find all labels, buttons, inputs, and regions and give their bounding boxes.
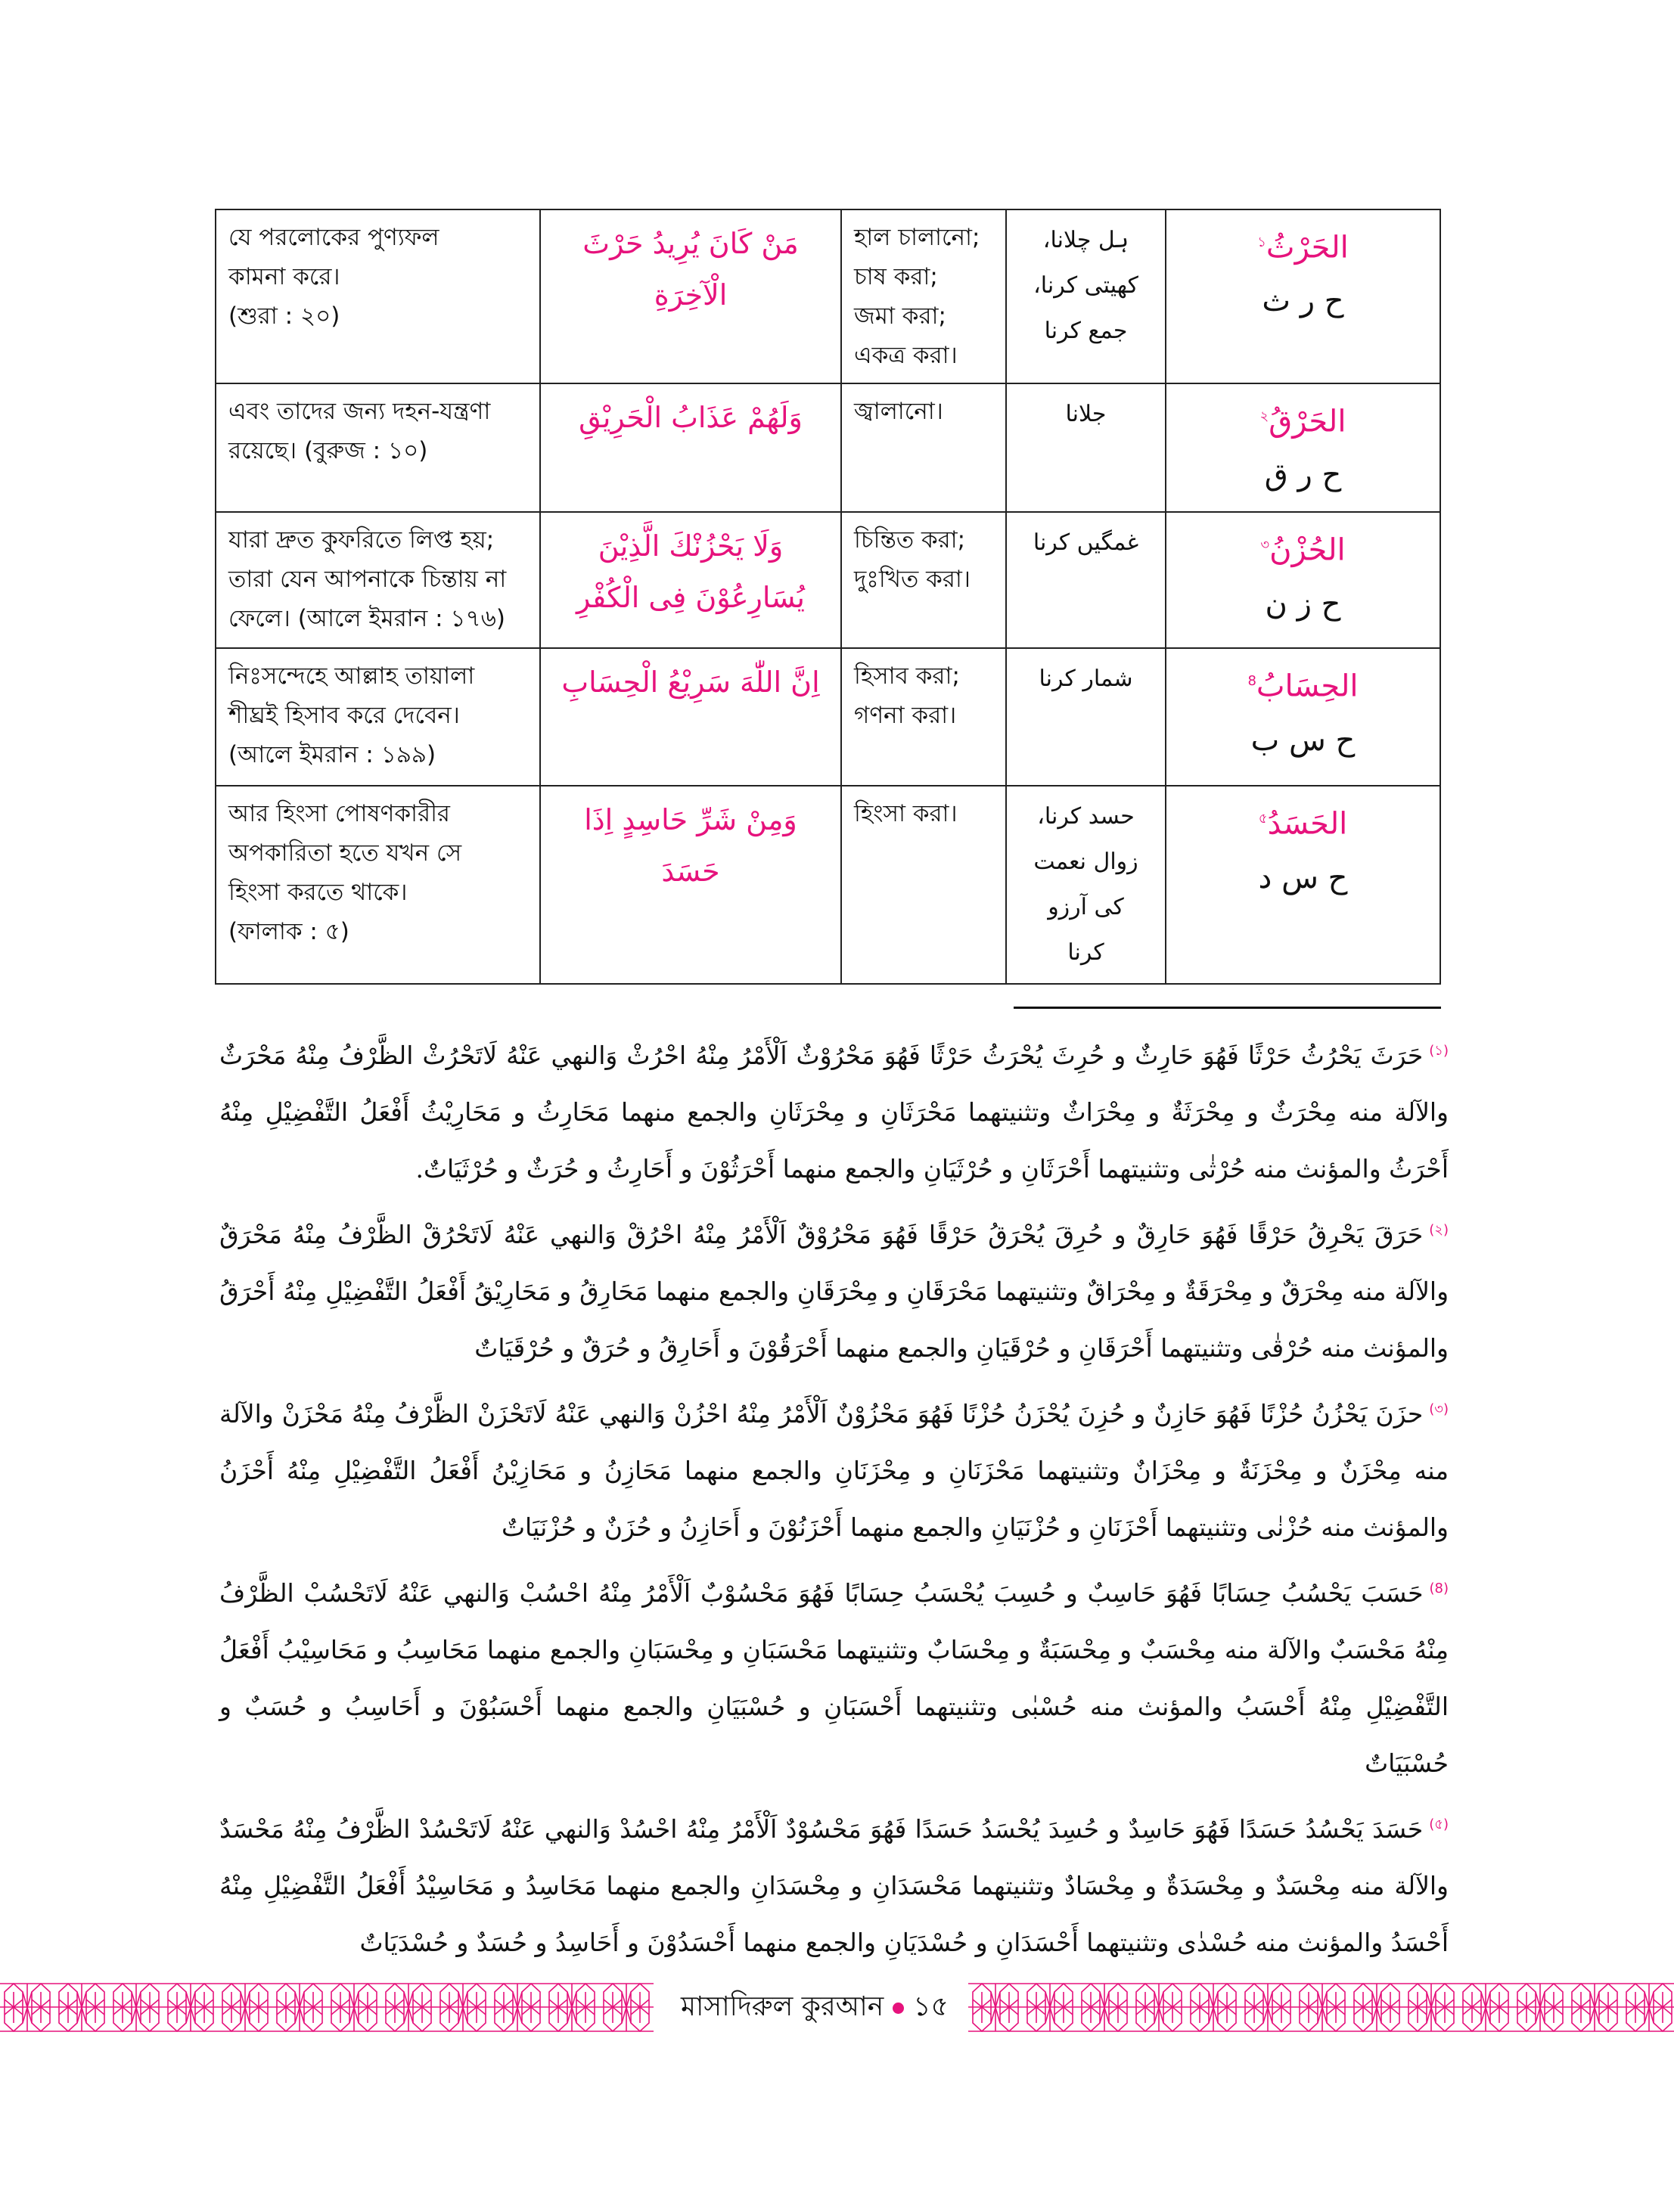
root-letters: ح س د xyxy=(1258,860,1348,895)
arabic-word xyxy=(1179,218,1427,272)
footnote xyxy=(219,1381,1449,1556)
footnote xyxy=(219,1022,1449,1197)
arabic-word-text: الحَرْقُ xyxy=(1269,404,1346,439)
quran-verse: وَلَهُمْ عَذَابُ الْحَرِيْقِ xyxy=(540,383,841,512)
arabic-word xyxy=(1179,656,1427,711)
arabic-word-text: الحَسَدُ xyxy=(1267,806,1348,842)
meaning-bn: হাল চালানো; চাষ করা; জমা করা; একত্র করা। xyxy=(841,209,1006,383)
page-number: ১৫ xyxy=(913,1991,949,2022)
geometric-pattern-band-left xyxy=(0,1983,654,2032)
meaning-ur-text: غمگیں کرنا xyxy=(1033,529,1139,557)
quran-verse: وَلَا يَحْزُنْكَ الَّذِيْنَ يُسَارِعُوْنَ فِى الْكُفْرِ xyxy=(540,512,841,648)
table-row xyxy=(216,209,1440,383)
quran-verse: اِنَّ اللّٰهَ سَرِيْعُ الْحِسَابِ xyxy=(540,648,841,786)
footnote-divider xyxy=(1014,1007,1441,1009)
table-row xyxy=(216,512,1440,648)
footnote-number: (৫) xyxy=(1429,1816,1449,1832)
footnote-number: (৩) xyxy=(1429,1401,1449,1417)
bullet-dot-icon xyxy=(893,2003,904,2014)
geometric-pattern-band-right xyxy=(968,1983,1674,2032)
meaning-ur-text: جلانا xyxy=(1065,401,1107,427)
table-row xyxy=(216,648,1440,786)
footnote-text: حَسَبَ يَحْسُبُ حِسَابًا فَهُوَ حَاسِبٌ و حُسِبَ يُحْسَبُ حِسَابًا فَهُوَ مَحْسُوْبٌ اَلْأَمْرُ مِنْهُ احْسُبْ وَالنهي عَنْهُ لَاتَحْسُبْ الظَّرْفُ مِنْهُ مَحْسَبٌ والآلة منه مِحْسَبٌ و مِحْسَبَةٌ و مِحْسَابٌ وتثنيتهما مَحْسَبَانِ و مِحْسَبَانِ والجمع منهما مَحَاسِبُ و مَحَاسِيْبُ أَفْعَلُ التَّفْضِيْلِ مِنْهُ أَحْسَبُ والمؤنث منه حُسْبٰى وتثنيتهما أَحْسَبَانِ و حُسْبَيَانِ والجمع منهما أَحْسَبُوْنَ و أَحَاسِبُ و حُسَبٌ و حُسْبَيَاتٌ xyxy=(219,1578,1449,1778)
arabic-word-text: الحِسَابُ xyxy=(1256,669,1359,704)
example-translation-bn: এবং তাদের জন্য দহন-যন্ত্রণা রয়েছে। (বুরুজ : ১০) xyxy=(216,383,540,512)
quran-verse: وَمِنْ شَرِّ حَاسِدٍ اِذَا حَسَدَ xyxy=(540,786,841,984)
arabic-word-text: الحُزْنُ xyxy=(1269,532,1346,568)
footnotes-section xyxy=(219,1022,1449,1975)
running-footer xyxy=(681,1986,949,2028)
table-row xyxy=(216,786,1440,984)
meaning-bn: হিংসা করা। xyxy=(841,786,1006,984)
meaning-bn: জ্বালানো। xyxy=(841,383,1006,512)
root-letters: ح س ب xyxy=(1250,722,1356,758)
footnote-ref[interactable]: ২ xyxy=(1259,408,1269,424)
root-letters: ح ز ن xyxy=(1265,586,1341,622)
meaning-ur xyxy=(1006,383,1166,512)
lattice-pattern-icon xyxy=(968,1983,1674,2032)
word-cell xyxy=(1166,209,1440,383)
footnote xyxy=(219,1796,1449,1971)
page-footer xyxy=(0,1983,1674,2032)
footnote-ref[interactable]: 8 xyxy=(1247,673,1256,690)
footnote-ref[interactable]: ১ xyxy=(1257,234,1266,250)
word-cell xyxy=(1166,512,1440,648)
meaning-ur-text: حسد کرنا، زوال نعمت کی آرزو کرنا xyxy=(1033,803,1138,966)
arabic-word xyxy=(1179,794,1427,849)
meaning-bn: চিন্তিত করা; দুঃখিত করা। xyxy=(841,512,1006,648)
arabic-word-text: الحَرْثُ xyxy=(1266,230,1349,265)
vocabulary-table xyxy=(215,209,1441,985)
meaning-bn: হিসাব করা; গণনা করা। xyxy=(841,648,1006,786)
root-letters: ح ر ق xyxy=(1264,458,1342,493)
footnote-number: (8) xyxy=(1429,1581,1449,1596)
meaning-ur xyxy=(1006,648,1166,786)
meaning-ur-text: شمار کرنا xyxy=(1039,665,1133,693)
arabic-word xyxy=(1179,520,1427,575)
book-title: মাসাদিরুল কুরআন xyxy=(681,1991,884,2022)
example-translation-bn: নিঃসন্দেহে আল্লাহ তায়ালা শীঘ্রই হিসাব করে দেবেন। (আলে ইমরান : ১৯৯) xyxy=(216,648,540,786)
footnote-number: (২) xyxy=(1429,1222,1449,1238)
root-letters: ح ر ث xyxy=(1262,284,1344,319)
lattice-pattern-icon xyxy=(0,1983,654,2032)
footnote-ref[interactable]: ৫ xyxy=(1258,811,1268,827)
word-cell xyxy=(1166,786,1440,984)
example-translation-bn: যে পরলোকের পুণ্যফল কামনা করে। (শুরা : ২০) xyxy=(216,209,540,383)
arabic-word xyxy=(1179,392,1427,446)
footnote-ref[interactable]: ৩ xyxy=(1260,537,1270,554)
word-cell xyxy=(1166,383,1440,512)
table-row xyxy=(216,383,1440,512)
footnote-text: حزَنَ يَحْزُنُ حُزْنًا فَهُوَ حَازِنٌ و حُزِنَ يُحْزَنُ حُزْنًا فَهُوَ مَحْزُوْنٌ اَلْأَمْرُ مِنْهُ احْزُنْ وَالنهي عَنْهُ لَاتَحْزَنْ الظَّرْفُ مِنْهُ مَحْزَنْ والآلة منه مِحْزَنٌ و مِحْزَنَةٌ و مِحْزَانٌ وتثنيتهما مَحْزَنَانِ و مِحْزَنَانِ والجمع منهما مَحَازِنُ و مَحَازِيْنُ أَفْعَلُ التَّفْضِيْلِ مِنْهُ أَحْزَنُ والمؤنث منه حُزْنٰى وتثنيتهما أَحْزَنَانِ و حُزْنَيَانِ والجمع منهما أَحْزَنُوْنَ و أَحَازِنُ و حُزَنٌ و حُزْنَيَاتٌ xyxy=(219,1399,1449,1542)
footnote-number: (১) xyxy=(1429,1043,1449,1059)
example-translation-bn: আর হিংসা পোষণকারীর অপকারিতা হতে যখন সে হিংসা করতে থাকে। (ফালাক : ৫) xyxy=(216,786,540,984)
footnote-text: حَرَقَ يَحْرِقُ حَرْقًا فَهُوَ حَارِقٌ و حُرِقَ يُحْرَقُ حَرْقًا فَهُوَ مَحْرُوْقٌ اَلْأَمْرُ مِنْهُ احْرُقْ وَالنهي عَنْهُ لَاتَحْرُقْ الظَّرْفُ مِنْهُ مَحْرَقٌ والآلة منه مِحْرَقٌ و مِحْرَقَةٌ و مِحْرَاقٌ وتثنيتهما مَحْرَقَانِ و مِحْرَقَانِ والجمع منهما مَحَارِقُ و مَحَارِيْقُ أَفْعَلُ التَّفْضِيْلِ مِنْهُ أَحْرَقُ والمؤنث منه حُرْقٰى وتثنيتهما أَحْرَقَانِ و حُرْقَيَانِ والجمع منهما أَحْرَقُوْنَ و أَحَارِقُ و حُرَقٌ و حُرْقَيَاتٌ xyxy=(219,1220,1449,1363)
footnote-text: حَسَدَ يَحْسُدُ حَسَدًا فَهُوَ حَاسِدٌ و حُسِدَ يُحْسَدُ حَسَدًا فَهُوَ مَحْسُوْدٌ اَلْأَمْرُ مِنْهُ احْسُدْ وَالنهي عَنْهُ لَاتَحْسُدْ الظَّرْفُ مِنْهُ مَحْسَدٌ والآلة منه مِحْسَدٌ و مِحْسَدَةٌ و مِحْسَادٌ وتثنيتهما مَحْسَدَانِ و مِحْسَدَانِ والجمع منهما مَحَاسِدُ و مَحَاسِيْدُ أَفْعَلُ التَّفْضِيْلِ مِنْهُ أَحْسَدُ والمؤنث منه حُسْدٰى وتثنيتهما أَحْسَدَانِ و حُسْدَيَانِ والجمع منهما أَحْسَدُوْنَ و أَحَاسِدُ و حُسَدٌ و حُسْدَيَاتٌ xyxy=(219,1814,1449,1957)
meaning-ur-text: ہل چلانا، کھیتی کرنا، جمع کرنا xyxy=(1033,227,1138,344)
meaning-ur xyxy=(1006,209,1166,383)
example-translation-bn: যারা দ্রুত কুফরিতে লিপ্ত হয়; তারা যেন আপনাকে চিন্তায় না ফেলে। (আলে ইমরান : ১৭৬) xyxy=(216,512,540,648)
quran-verse: مَنْ كَانَ يُرِيدُ حَرْثَ الْآخِرَةِ xyxy=(540,209,841,383)
footnote xyxy=(219,1202,1449,1376)
footnote-text: حَرَثَ يَحْرُثُ حَرْثًا فَهُوَ حَارِثٌ و حُرِثَ يُحْرَثُ حَرْثًا فَهُوَ مَحْرُوْثٌ اَلْأَمْرُ مِنْهُ احْرُثْ وَالنهي عَنْهُ لَاتَحْرُثْ الظَّرْفُ مِنْهُ مَحْرَثٌ والآلة منه مِحْرَثٌ و مِحْرَثَةٌ و مِحْرَاثٌ وتثنيتهما مَحْرَثَانِ و مِحْرَثَانِ والجمع منهما مَحَارِثُ و مَحَارِيْثُ أَفْعَلُ التَّفْضِيْلِ مِنْهُ أَحْرَثُ والمؤنث منه حُرْثٰى وتثنيتهما أَحْرَثَانِ و حُرْثَيَانِ والجمع منهما أَحْرَثُوْنَ و أَحَارِثُ و حُرَثٌ و حُرْثَيَاتٌ. xyxy=(219,1041,1449,1184)
meaning-ur xyxy=(1006,786,1166,984)
footnote xyxy=(219,1560,1449,1792)
word-cell xyxy=(1166,648,1440,786)
meaning-ur xyxy=(1006,512,1166,648)
